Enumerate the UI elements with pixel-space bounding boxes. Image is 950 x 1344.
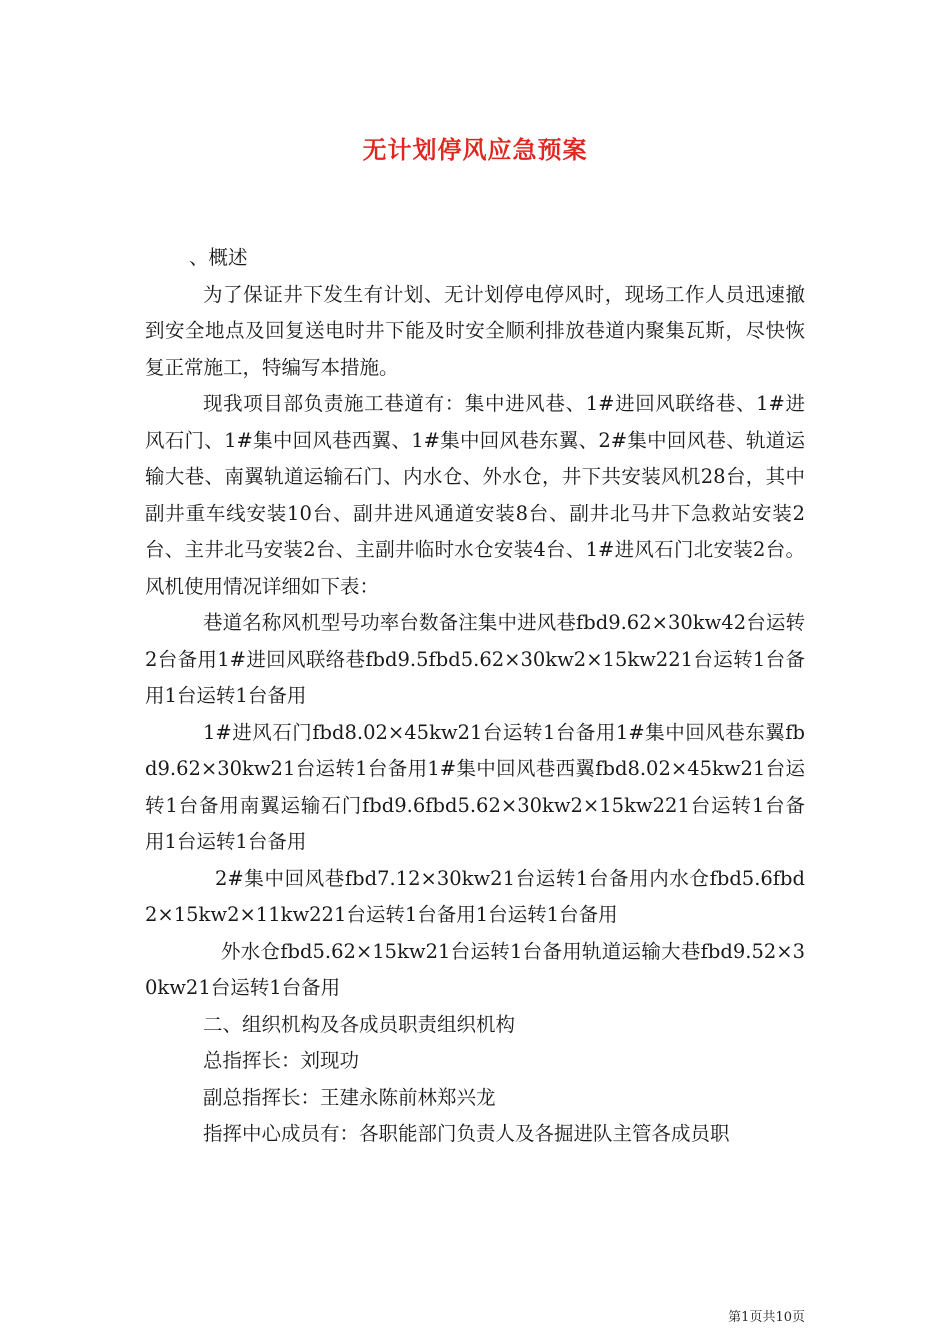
paragraph-fan-table-1: 巷道名称风机型号功率台数备注集中进风巷fbd9.62×30kw42台运转2台备用1#进回风联络巷fbd9.5fbd5.62×30kw2×15kw221台运转1台备用1台运转1台备用 [145,611,805,707]
page-number: 第1页共10页 [728,1310,805,1325]
paragraph-center-members: 指挥中心成员有：各职能部门负责人及各掘进队主管各成员职 [203,1122,730,1145]
paragraph-fan-table-2: 1#进风石门fbd8.02×45kw21台运转1台备用1#集中回风巷东翼fbd9.62×30kw21台运转1台备用1#集中回风巷西翼fbd8.02×45kw21台运转1台备用南翼运输石门fbd9.6fbd5.62×30kw2×15kw221台运转1台备用1台运转1台备用 [145,720,805,853]
section-heading-overview: 、概述 [189,246,248,269]
paragraph-purpose: 为了保证井下发生有计划、无计划停电停风时，现场工作人员迅速撤到安全地点及回复送电时井下能及时安全顺利排放巷道内聚集瓦斯，尽快恢复正常施工，特编写本措施。 [145,282,805,379]
paragraph-deputy-commanders: 副总指挥长：王建永陈前林郑兴龙 [203,1085,496,1109]
document-body [145,240,805,1153]
document-title: 无计划停风应急预案 [362,135,588,164]
paragraph-fan-table-4: 外水仓fbd5.62×15kw21台运转1台备用轨道运输大巷fbd9.52×30kw21台运转1台备用 [145,939,805,999]
paragraph-commander: 总指挥长：刘现功 [203,1049,360,1072]
paragraph-fan-table-3: 2#集中回风巷fbd7.12×30kw21台运转1台备用内水仓fbd5.6fbd2×15kw2×11kw221台运转1台备用1台运转1台备用 [145,866,805,926]
paragraph-roadways: 现我项目部负责施工巷道有：集中进风巷、1#进回风联络巷、1#进风石门、1#集中回风巷西翼、1#集中回风巷东翼、2#集中回风巷、轨道运输大巷、南翼轨道运输石门、内水仓、外水仓，井下共安装风机28台，其中副井重车线安装10台、副井进风通道安装8台、副井北马井下急救站安装2台、主井北马安装2台、主副井临时水仓安装4台、1#进风石门北安装2台。风机使用情况详细如下表： [145,392,805,598]
section-heading-organization: 二、组织机构及各成员职责组织机构 [203,1012,516,1036]
